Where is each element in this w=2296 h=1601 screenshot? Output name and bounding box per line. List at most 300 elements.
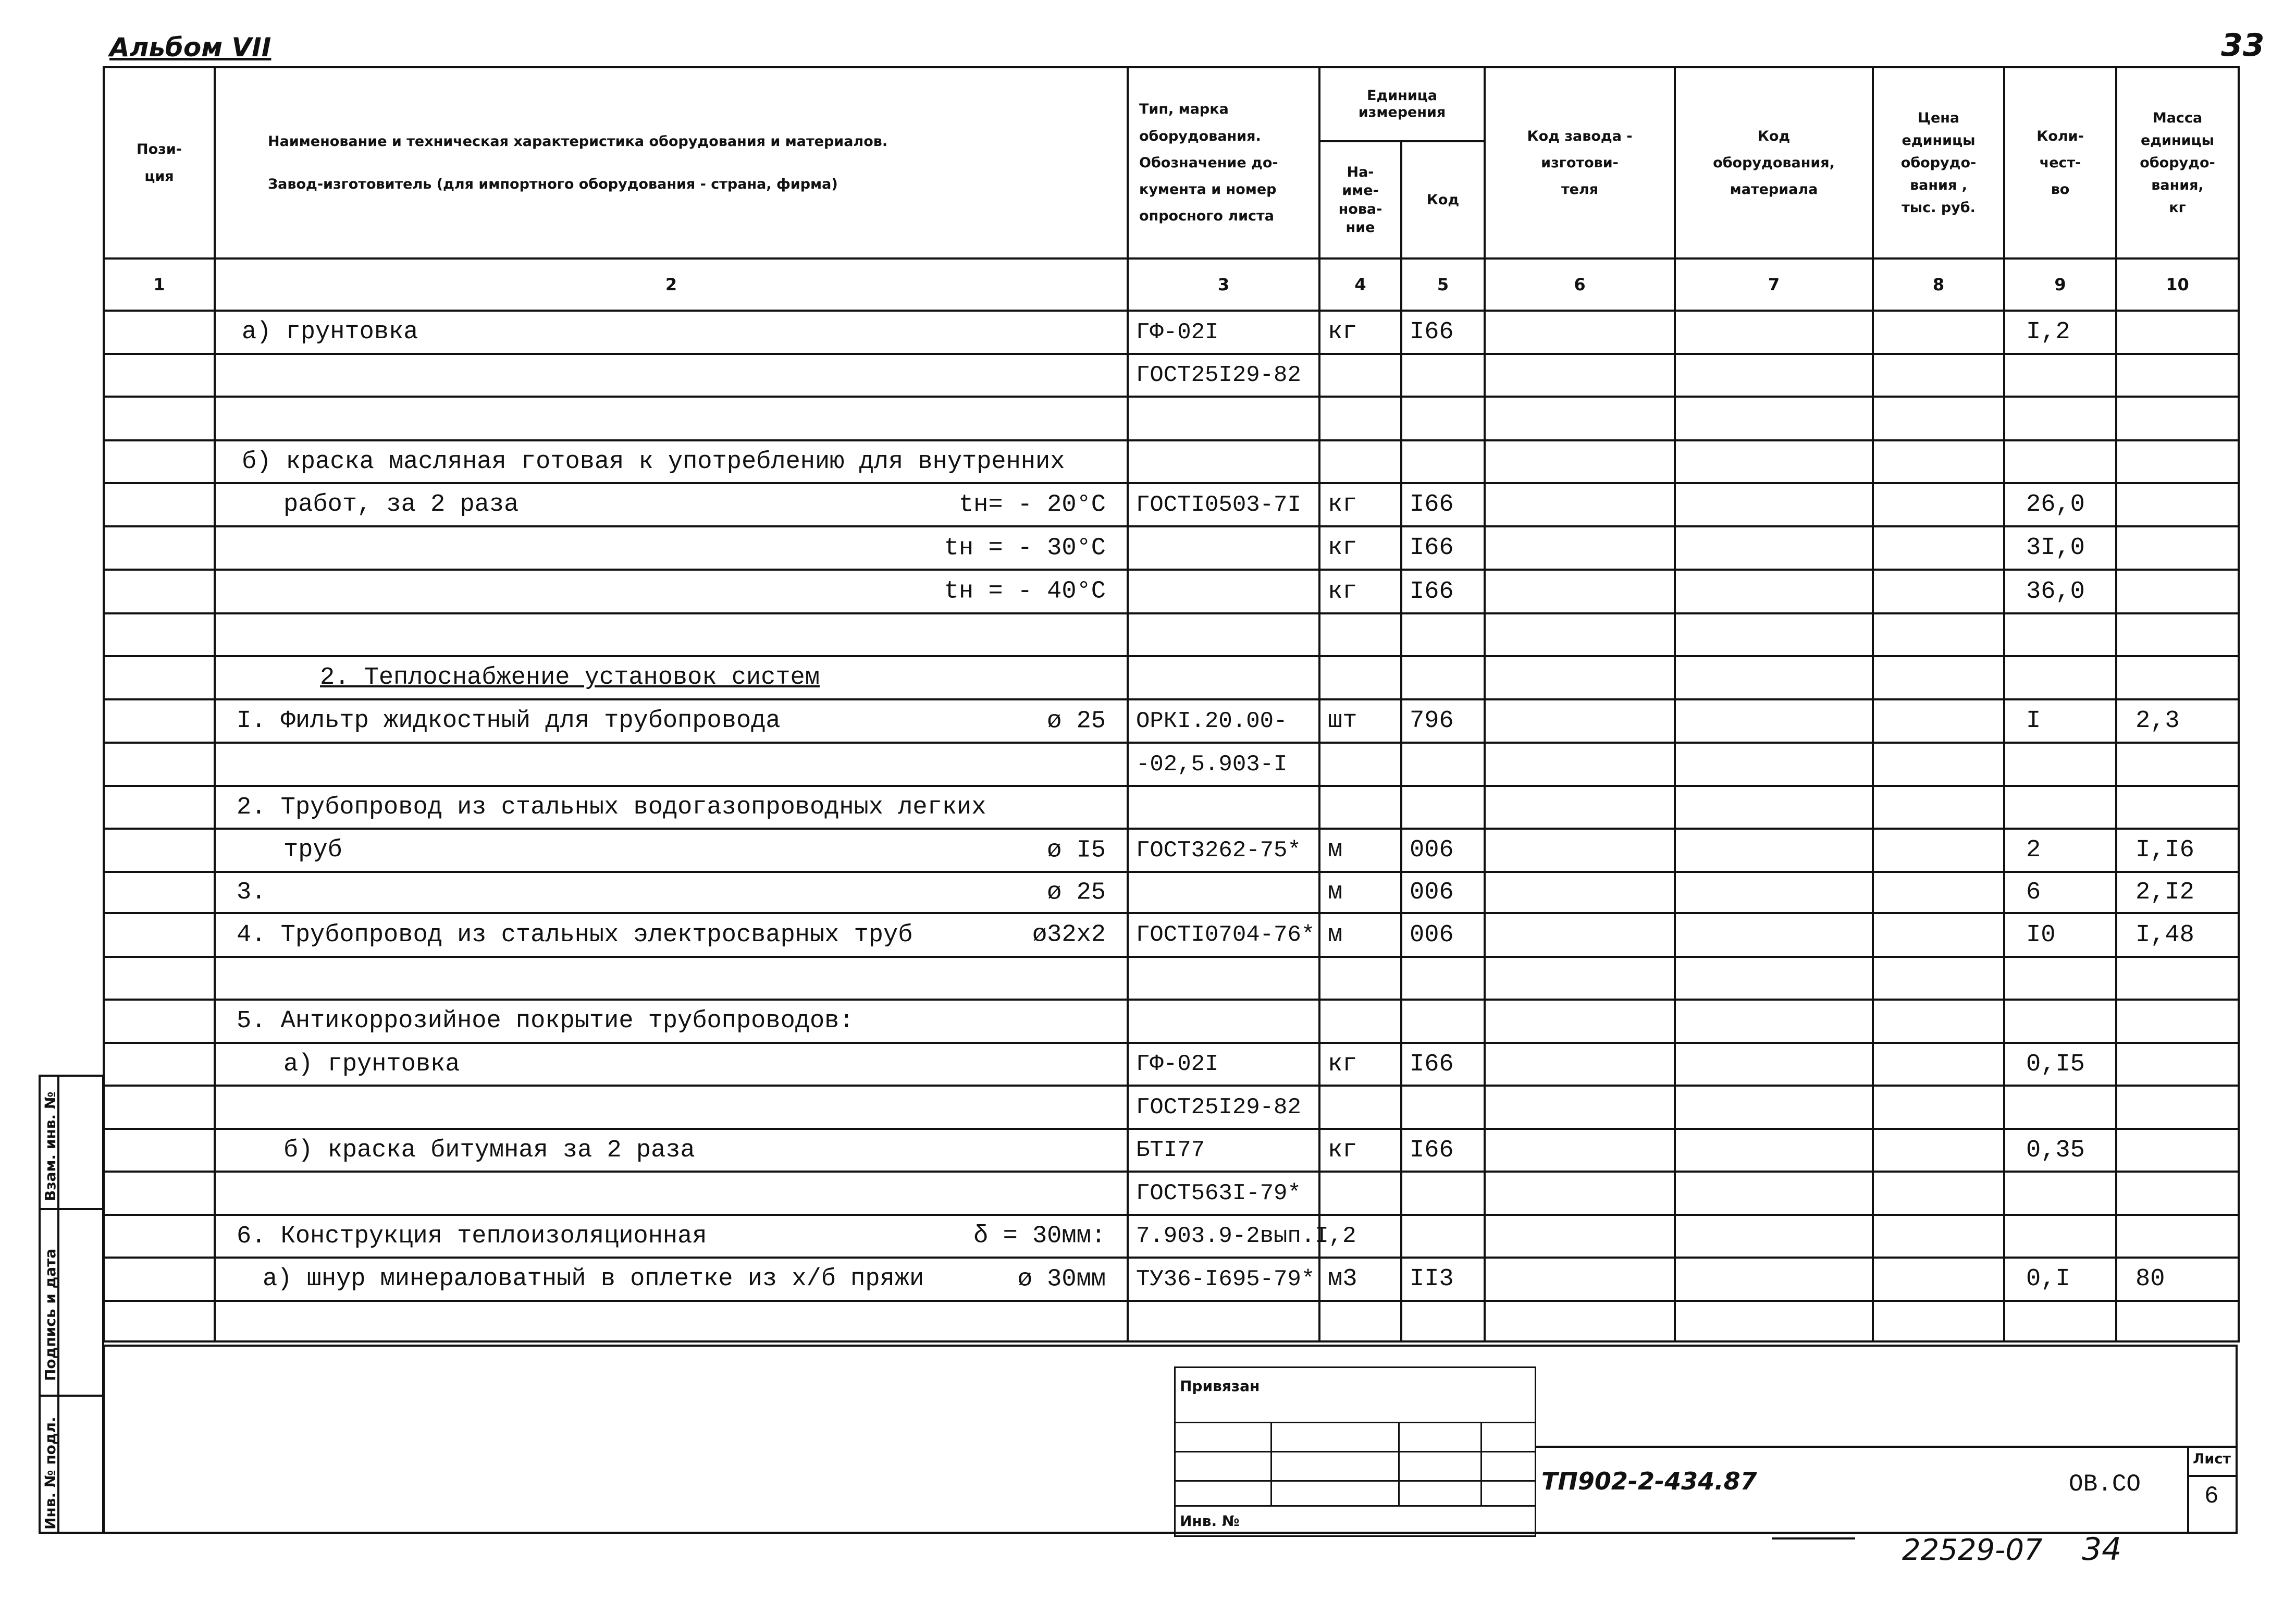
cell-equipment-code (1675, 1215, 1873, 1258)
item-parameter: tн = - 40°С (944, 577, 1106, 606)
cell-mass (2116, 743, 2239, 786)
cell-equipment-code (1675, 440, 1873, 483)
side-label-inv-original: Инв. № подл. (42, 1417, 59, 1530)
cell-name (215, 872, 1128, 913)
item-qty: I0 (2026, 921, 2056, 949)
item-code: I66 (1410, 1050, 1454, 1078)
cell-quantity (2004, 483, 2116, 526)
cell-mass (2116, 354, 2239, 397)
cell-mass (2116, 397, 2239, 440)
item-type: ГОСТI0503-7I (1136, 491, 1301, 518)
cell-name (215, 354, 1128, 397)
cell-equipment-code (1675, 1129, 1873, 1172)
cell-unit-code (1401, 913, 1485, 957)
cell-quantity (2004, 1086, 2116, 1129)
cell-quantity (2004, 1043, 2116, 1086)
item-qty: I (2026, 707, 2041, 735)
cell-price (1873, 829, 2004, 872)
cell-mass (2116, 656, 2239, 699)
cell-price (1873, 1172, 2004, 1215)
cell-name (215, 1301, 1128, 1341)
cell-position (104, 613, 215, 656)
cell-mass (2116, 440, 2239, 483)
cell-name (215, 311, 1128, 354)
cell-type (1128, 1000, 1319, 1043)
cell-type (1128, 656, 1319, 699)
column-number-4: 4 (1319, 258, 1401, 311)
cell-price (1873, 354, 2004, 397)
cell-type (1128, 829, 1319, 872)
cell-price (1873, 786, 2004, 829)
cell-unit-name (1319, 656, 1401, 699)
cell-position (104, 913, 215, 957)
cell-quantity (2004, 1301, 2116, 1341)
header-mass: Масса единицы оборудо- вания, кг (2116, 67, 2239, 258)
cell-quantity (2004, 1000, 2116, 1043)
cell-quantity (2004, 570, 2116, 613)
cell-price (1873, 440, 2004, 483)
cell-price (1873, 570, 2004, 613)
cell-factory-code (1485, 440, 1675, 483)
cell-position (104, 1086, 215, 1129)
header-row-top (104, 67, 2239, 141)
item-code: I66 (1410, 577, 1454, 606)
table-row (104, 1301, 2239, 1341)
cell-position (104, 656, 215, 699)
cell-factory-code (1485, 1043, 1675, 1086)
list-box-line (2187, 1446, 2189, 1533)
cell-equipment-code (1675, 311, 1873, 354)
cell-position (104, 483, 215, 526)
item-unit: м3 (1328, 1265, 1357, 1293)
cell-price (1873, 1301, 2004, 1341)
cell-name (215, 613, 1128, 656)
cell-name (215, 440, 1128, 483)
cell-unit-code (1401, 1301, 1485, 1341)
cell-unit-name (1319, 786, 1401, 829)
cell-quantity (2004, 829, 2116, 872)
cell-unit-code (1401, 872, 1485, 913)
bottom-number: 22529-07 (1902, 1533, 2043, 1567)
cell-quantity (2004, 913, 2116, 957)
cell-name (215, 829, 1128, 872)
item-qty: 36,0 (2026, 577, 2085, 606)
cell-mass (2116, 613, 2239, 656)
item-type: БТI77 (1136, 1137, 1205, 1163)
cell-unit-name (1319, 957, 1401, 1000)
item-unit: кг (1328, 1136, 1357, 1164)
cell-type (1128, 913, 1319, 957)
cell-type (1128, 699, 1319, 743)
cell-price (1873, 913, 2004, 957)
cell-unit-code (1401, 483, 1485, 526)
table-row (104, 872, 2239, 913)
item-parameter: ø 25 (1047, 879, 1106, 906)
cell-equipment-code (1675, 829, 1873, 872)
item-code: 796 (1410, 707, 1454, 735)
cell-factory-code (1485, 354, 1675, 397)
cell-type (1128, 1172, 1319, 1215)
cell-factory-code (1485, 1129, 1675, 1172)
table-row (104, 1129, 2239, 1172)
item-parameter: ø 25 (1047, 707, 1106, 735)
cell-position (104, 1129, 215, 1172)
cell-unit-code (1401, 1086, 1485, 1129)
cell-type (1128, 483, 1319, 526)
cell-equipment-code (1675, 656, 1873, 699)
cell-price (1873, 957, 2004, 1000)
cell-name (215, 1215, 1128, 1258)
item-code: I66 (1410, 491, 1454, 519)
cell-type (1128, 1258, 1319, 1301)
cell-equipment-code (1675, 786, 1873, 829)
cell-unit-code (1401, 699, 1485, 743)
item-unit: кг (1328, 318, 1357, 346)
cell-unit-code (1401, 743, 1485, 786)
cell-unit-name (1319, 526, 1401, 570)
cell-mass (2116, 913, 2239, 957)
cell-unit-name (1319, 397, 1401, 440)
cell-quantity (2004, 354, 2116, 397)
cell-mass (2116, 1129, 2239, 1172)
cell-name (215, 957, 1128, 1000)
item-mass: 2,3 (2135, 707, 2180, 735)
item-qty: 2 (2026, 836, 2041, 864)
list-box-sep (2187, 1475, 2238, 1477)
item-type: ГОСТ3262-75* (1136, 837, 1301, 864)
table-row (104, 483, 2239, 526)
header-unit-name: На- име- нова- ние (1319, 141, 1401, 258)
cell-factory-code (1485, 786, 1675, 829)
cell-type (1128, 397, 1319, 440)
item-name: 4. Трубопровод из стальных электросварных труб (237, 921, 913, 949)
table-row (104, 1000, 2239, 1043)
item-name: 6. Конструкция теплоизоляционная (237, 1222, 707, 1250)
cell-factory-code (1485, 1000, 1675, 1043)
item-qty: 0,I (2026, 1265, 2070, 1293)
album-label: Альбом VII (109, 32, 271, 63)
item-type: ГОСТ25I29-82 (1136, 1094, 1301, 1120)
item-parameter: tн= - 20°С (958, 491, 1106, 519)
cell-unit-name (1319, 1043, 1401, 1086)
item-name: б) краска битумная за 2 раза (283, 1136, 695, 1164)
table-row (104, 1172, 2239, 1215)
cell-name (215, 1258, 1128, 1301)
column-number-9: 9 (2004, 258, 2116, 311)
cell-unit-code (1401, 1215, 1485, 1258)
column-number-1: 1 (104, 258, 215, 311)
cell-equipment-code (1675, 397, 1873, 440)
header-name: Наименование и техническая характеристика оборудования и материалов. Завод-изготовитель (для импортного оборудования - страна, фирма) (215, 67, 1128, 258)
item-type: ОРКI.20.00- (1136, 708, 1288, 734)
cell-name (215, 1043, 1128, 1086)
table-row (104, 743, 2239, 786)
cell-position (104, 829, 215, 872)
item-type: -02,5.903-I (1136, 751, 1288, 778)
cell-quantity (2004, 699, 2116, 743)
item-unit: кг (1328, 491, 1357, 519)
cell-factory-code (1485, 957, 1675, 1000)
item-unit: кг (1328, 1050, 1357, 1078)
cell-unit-name (1319, 872, 1401, 913)
cell-unit-name (1319, 483, 1401, 526)
cell-unit-code (1401, 526, 1485, 570)
item-name: а) шнур минераловатный в оплетке из х/б пряжи (263, 1265, 924, 1293)
cell-factory-code (1485, 872, 1675, 913)
inv-label: Инв. № (1180, 1512, 1240, 1530)
cell-mass (2116, 957, 2239, 1000)
cell-name (215, 1086, 1128, 1129)
item-parameter: δ = 30мм: (973, 1222, 1106, 1250)
item-mass: 80 (2135, 1265, 2165, 1293)
cell-price (1873, 743, 2004, 786)
cell-unit-name (1319, 829, 1401, 872)
cell-quantity (2004, 397, 2116, 440)
cell-price (1873, 1086, 2004, 1129)
item-name: 3. (237, 879, 266, 906)
cell-unit-name (1319, 354, 1401, 397)
table-row (104, 354, 2239, 397)
item-mass: I,48 (2135, 921, 2194, 949)
item-mass: 2,I2 (2135, 879, 2194, 906)
cell-price (1873, 1129, 2004, 1172)
header-factory-code: Код завода - изготови- теля (1485, 67, 1675, 258)
cell-position (104, 526, 215, 570)
cell-name (215, 743, 1128, 786)
cell-quantity (2004, 872, 2116, 913)
cell-position (104, 1301, 215, 1341)
cell-type (1128, 354, 1319, 397)
cell-equipment-code (1675, 743, 1873, 786)
cell-quantity (2004, 311, 2116, 354)
item-type: ГОСТ563I-79* (1136, 1180, 1301, 1206)
cell-factory-code (1485, 1258, 1675, 1301)
cell-equipment-code (1675, 1258, 1873, 1301)
cell-quantity (2004, 1258, 2116, 1301)
cell-price (1873, 1043, 2004, 1086)
cell-position (104, 440, 215, 483)
item-code: II3 (1410, 1265, 1454, 1293)
cell-position (104, 1258, 215, 1301)
item-code: I66 (1410, 318, 1454, 346)
cell-equipment-code (1675, 354, 1873, 397)
item-name: I. Фильтр жидкостный для трубопровода (237, 707, 781, 735)
cell-factory-code (1485, 743, 1675, 786)
cell-factory-code (1485, 570, 1675, 613)
cell-name (215, 1172, 1128, 1215)
cell-equipment-code (1675, 872, 1873, 913)
cell-name (215, 526, 1128, 570)
cell-unit-code (1401, 1129, 1485, 1172)
cell-position (104, 397, 215, 440)
cell-unit-code (1401, 570, 1485, 613)
item-type: ГОСТ25I29-82 (1136, 362, 1301, 388)
cell-position (104, 354, 215, 397)
table-row (104, 1043, 2239, 1086)
cell-type (1128, 1129, 1319, 1172)
item-name: а) грунтовка (283, 1050, 460, 1078)
item-parameter: ø 30мм (1017, 1265, 1106, 1293)
cell-unit-name (1319, 1258, 1401, 1301)
cell-unit-name (1319, 743, 1401, 786)
cell-factory-code (1485, 483, 1675, 526)
table-row (104, 1086, 2239, 1129)
header-equipment-code: Код оборудования, материала (1675, 67, 1873, 258)
cell-unit-name (1319, 1129, 1401, 1172)
item-code: 006 (1410, 836, 1454, 864)
cell-quantity (2004, 613, 2116, 656)
table-row (104, 570, 2239, 613)
cell-unit-code (1401, 1258, 1485, 1301)
cell-position (104, 1000, 215, 1043)
bottom-underline (1772, 1537, 1855, 1540)
cell-quantity (2004, 656, 2116, 699)
cell-factory-code (1485, 526, 1675, 570)
cell-position (104, 872, 215, 913)
header-unit-code: Код (1401, 141, 1485, 258)
item-code: 006 (1410, 921, 1454, 949)
cell-mass (2116, 1000, 2239, 1043)
cell-unit-name (1319, 913, 1401, 957)
cell-unit-code (1401, 397, 1485, 440)
header-price: Цена единицы оборудо- вания , тыс. руб. (1873, 67, 2004, 258)
cell-price (1873, 1215, 2004, 1258)
item-name: труб (283, 836, 342, 864)
column-number-row (104, 258, 2239, 311)
list-label: Лист (2193, 1451, 2231, 1467)
cell-equipment-code (1675, 1000, 1873, 1043)
cell-unit-name (1319, 1172, 1401, 1215)
item-name: б) краска масляная готовая к употреблению для внутренних (242, 448, 1065, 476)
cell-price (1873, 613, 2004, 656)
cell-unit-code (1401, 656, 1485, 699)
cell-equipment-code (1675, 1301, 1873, 1341)
table-row (104, 699, 2239, 743)
cell-unit-code (1401, 786, 1485, 829)
cell-mass (2116, 872, 2239, 913)
bottom-frame (103, 1345, 2238, 1534)
item-qty: I,2 (2026, 318, 2070, 346)
page-number: 33 (2221, 27, 2265, 64)
item-code: 006 (1410, 879, 1454, 906)
cell-name (215, 786, 1128, 829)
cell-quantity (2004, 440, 2116, 483)
document-code: ОВ.СО (2069, 1471, 2141, 1498)
cell-position (104, 311, 215, 354)
cell-mass (2116, 311, 2239, 354)
cell-position (104, 699, 215, 743)
cell-type (1128, 1086, 1319, 1129)
item-name: 5. Антикоррозийное покрытие трубопроводов: (237, 1007, 854, 1035)
item-unit: шт (1328, 707, 1357, 735)
cell-type (1128, 957, 1319, 1000)
table-row (104, 957, 2239, 1000)
cell-name (215, 397, 1128, 440)
item-qty: 6 (2026, 879, 2041, 906)
table-row (104, 656, 2239, 699)
header-quantity: Коли- чест- во (2004, 67, 2116, 258)
item-name: 2. Трубопровод из стальных водогазопроводных легких (237, 793, 986, 821)
item-parameter: tн = - 30°С (944, 534, 1106, 562)
cell-factory-code (1485, 913, 1675, 957)
cell-mass (2116, 1086, 2239, 1129)
cell-unit-code (1401, 1043, 1485, 1086)
column-number-5: 5 (1401, 258, 1485, 311)
cell-equipment-code (1675, 957, 1873, 1000)
cell-quantity (2004, 786, 2116, 829)
cell-position (104, 786, 215, 829)
cell-mass (2116, 526, 2239, 570)
cell-type (1128, 440, 1319, 483)
cell-mass (2116, 1258, 2239, 1301)
cell-equipment-code (1675, 483, 1873, 526)
item-name: работ, за 2 раза (283, 491, 519, 519)
cell-type (1128, 1301, 1319, 1341)
cell-name (215, 1000, 1128, 1043)
cell-price (1873, 397, 2004, 440)
cell-price (1873, 483, 2004, 526)
designation: ТП902-2-434.87 (1541, 1467, 1757, 1495)
cell-quantity (2004, 1172, 2116, 1215)
cell-price (1873, 872, 2004, 913)
cell-position (104, 1172, 215, 1215)
specification-table (103, 66, 2240, 1343)
cell-factory-code (1485, 1086, 1675, 1129)
table-row (104, 440, 2239, 483)
cell-type (1128, 743, 1319, 786)
cell-mass (2116, 699, 2239, 743)
item-parameter: ø32x2 (1032, 921, 1106, 949)
cell-price (1873, 656, 2004, 699)
table-row (104, 311, 2239, 354)
cell-mass (2116, 1043, 2239, 1086)
cell-mass (2116, 1172, 2239, 1215)
table-row (104, 397, 2239, 440)
table-row (104, 786, 2239, 829)
table-row (104, 1215, 2239, 1258)
cell-unit-name (1319, 1000, 1401, 1043)
header-type: Тип, марка оборудования. Обозначение до- кумента и номер опросного листа (1128, 67, 1319, 258)
cell-unit-name (1319, 613, 1401, 656)
table-row (104, 613, 2239, 656)
cell-mass (2116, 786, 2239, 829)
table-row (104, 1258, 2239, 1301)
cell-factory-code (1485, 1215, 1675, 1258)
cell-quantity (2004, 1129, 2116, 1172)
cell-unit-code (1401, 354, 1485, 397)
item-mass: I,I6 (2135, 836, 2194, 864)
cell-quantity (2004, 743, 2116, 786)
column-number-3: 3 (1128, 258, 1319, 311)
cell-name (215, 699, 1128, 743)
cell-unit-name (1319, 311, 1401, 354)
item-code: I66 (1410, 534, 1454, 562)
cell-quantity (2004, 957, 2116, 1000)
cell-unit-code (1401, 440, 1485, 483)
cell-factory-code (1485, 1172, 1675, 1215)
cell-name (215, 483, 1128, 526)
table-row (104, 913, 2239, 957)
column-number-2: 2 (215, 258, 1128, 311)
cell-unit-name (1319, 1301, 1401, 1341)
item-unit: м (1328, 879, 1343, 906)
cell-position (104, 957, 215, 1000)
title-block-line (1535, 1446, 2238, 1448)
cell-unit-code (1401, 829, 1485, 872)
cell-price (1873, 1258, 2004, 1301)
cell-mass (2116, 1215, 2239, 1258)
cell-factory-code (1485, 829, 1675, 872)
